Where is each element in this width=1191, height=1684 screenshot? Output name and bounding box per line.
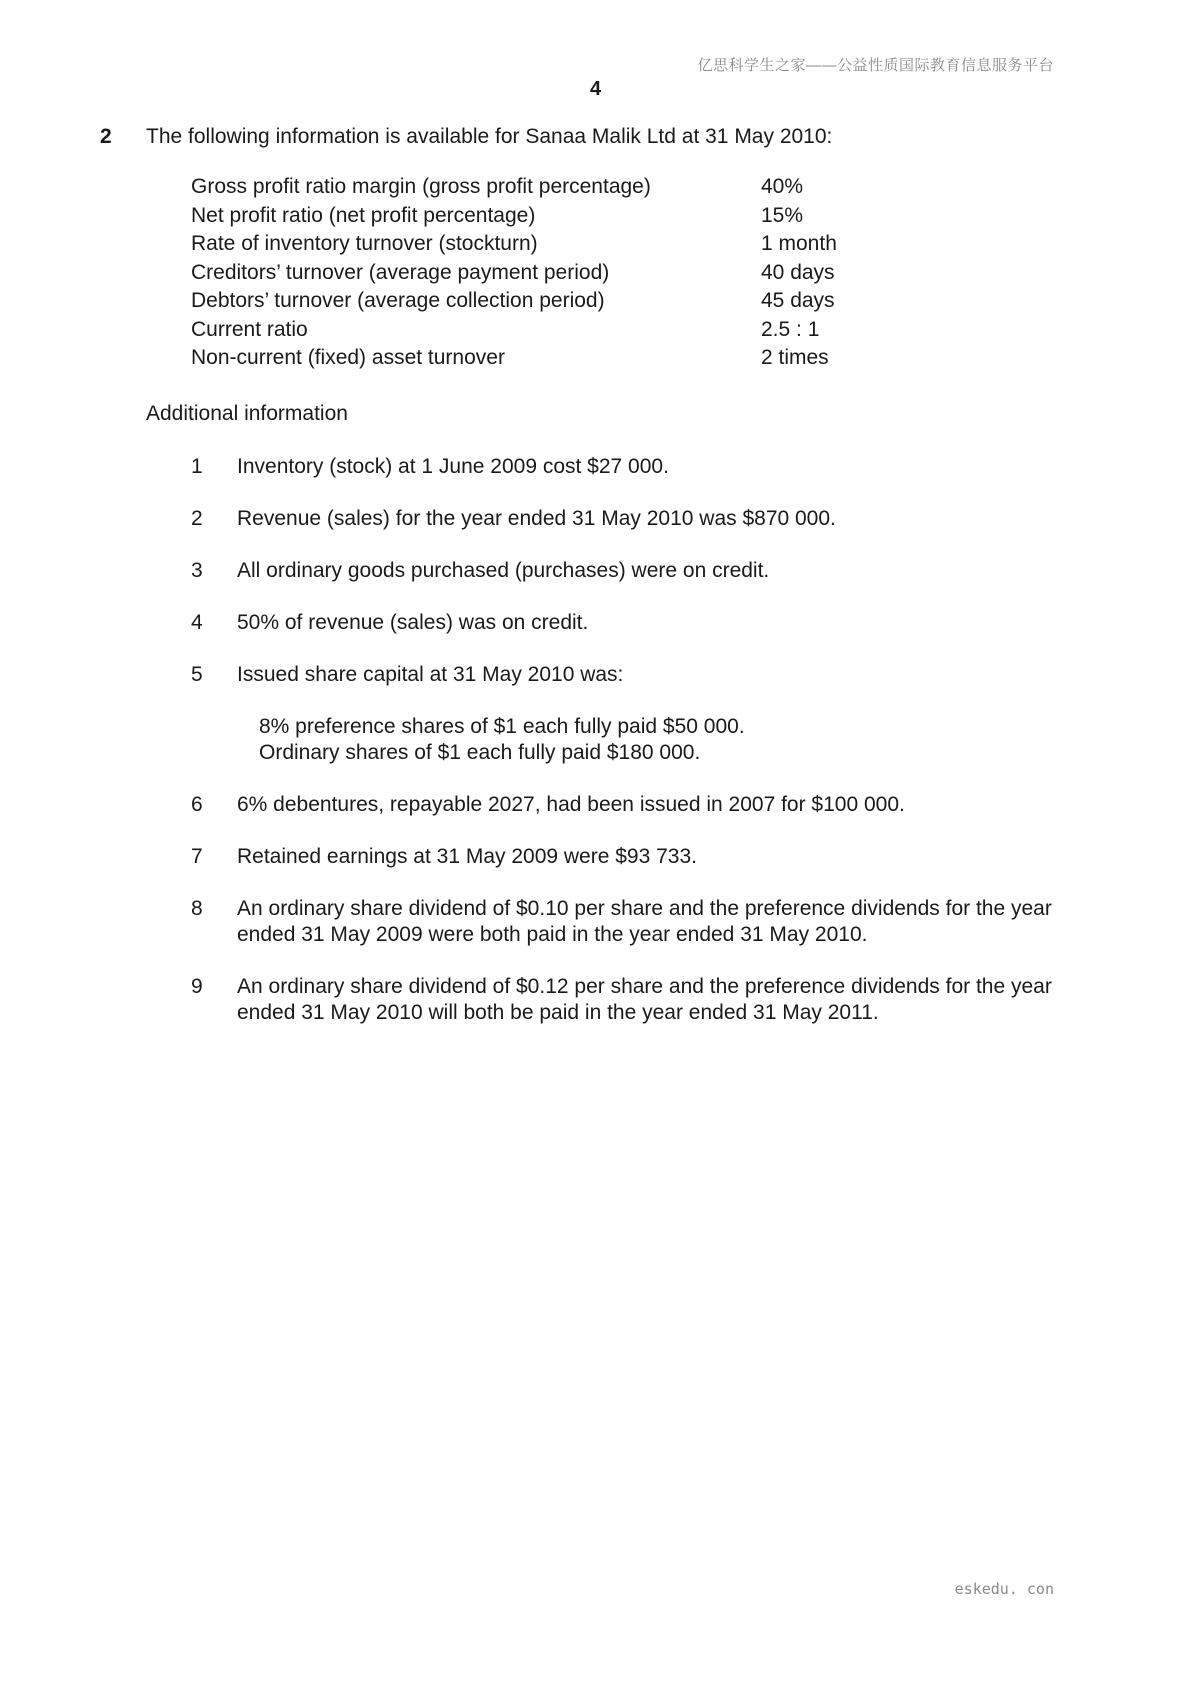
item-number: 4 [191,611,203,634]
item-text: 50% of revenue (sales) was on credit. [237,611,589,634]
list-item [191,506,1111,532]
ratio-label: Net profit ratio (net profit percentage) [191,203,536,227]
ratio-value: 2 times [761,346,829,369]
list-item [191,610,1111,636]
ratio-label: Gross profit ratio margin (gross profit percentage) [191,175,651,198]
item-number: 2 [191,507,203,530]
list-item [191,792,1111,818]
ratio-row [191,173,911,202]
ratio-value: 40 days [761,260,835,284]
ratio-label: Creditors’ turnover (average payment period) [191,260,610,284]
list-item [191,454,1111,480]
list-item [191,844,1111,870]
item-text: Issued share capital at 31 May 2010 was: [237,663,624,686]
question-number: 2 [100,125,112,148]
ordinary-shares-line: Ordinary shares of $1 each fully paid $180 000. [259,741,701,764]
item-text: Revenue (sales) for the year ended 31 May 2010 was $870 000. [237,507,836,530]
page-number: 4 [589,78,602,100]
ratio-value: 2.5 : 1 [761,317,820,341]
item-body [237,662,1111,766]
item-text: Retained earnings at 31 May 2009 were $93 733. [237,845,697,868]
ratio-value: 45 days [761,289,835,312]
question-intro: The following information is available for Sanaa Malik Ltd at 31 May 2010: [146,125,833,148]
item-text: 6% debentures, repayable 2027, had been issued in 2007 for $100 000. [237,793,905,816]
item-text: Inventory (stock) at 1 June 2009 cost $27 000. [237,455,669,478]
ratio-label: Debtors’ turnover (average collection period) [191,289,605,312]
list-item [191,558,1111,584]
share-capital-lines [237,714,1111,766]
ratio-row [191,287,911,316]
list-item [191,896,1111,948]
footer-site-text: eskedu. con [954,1580,1054,1598]
ratio-table [191,173,911,373]
item-number: 6 [191,793,203,816]
item-text: An ordinary share dividend of $0.10 per share and the preference dividends for the year ended 31 May 2009 were both paid in the year ended 31 May 2010. [237,897,1052,946]
item-text: An ordinary share dividend of $0.12 per share and the preference dividends for the year ended 31 May 2010 will both be paid in the year ended 31 May 2011. [237,975,1052,1024]
ratio-row [191,202,911,231]
list-item [191,662,1111,766]
item-text: All ordinary goods purchased (purchases) were on credit. [237,559,770,582]
ratio-row [191,344,911,373]
ratio-row [191,316,911,345]
item-number: 9 [191,975,203,998]
watermark-text: 亿思科学生之家——公益性质国际教育信息服务平台 [697,57,1054,74]
ratio-label: Non-current (fixed) asset turnover [191,346,505,369]
item-number: 7 [191,845,203,868]
preference-shares-line: 8% preference shares of $1 each fully paid $50 000. [259,715,745,738]
ratio-value: 40% [761,175,804,198]
ratio-value: 15% [761,203,804,227]
item-number: 1 [191,455,203,478]
item-number: 5 [191,663,203,686]
ratio-row [191,230,911,259]
item-number: 8 [191,897,203,920]
ratio-row [191,259,911,288]
item-number: 3 [191,559,203,582]
ratio-value: 1 month [761,232,837,255]
list-item [191,974,1111,1026]
additional-info-heading: Additional information [146,402,348,425]
ratio-label: Current ratio [191,317,308,341]
additional-info-list [191,454,1111,1052]
ratio-label: Rate of inventory turnover (stockturn) [191,232,538,255]
